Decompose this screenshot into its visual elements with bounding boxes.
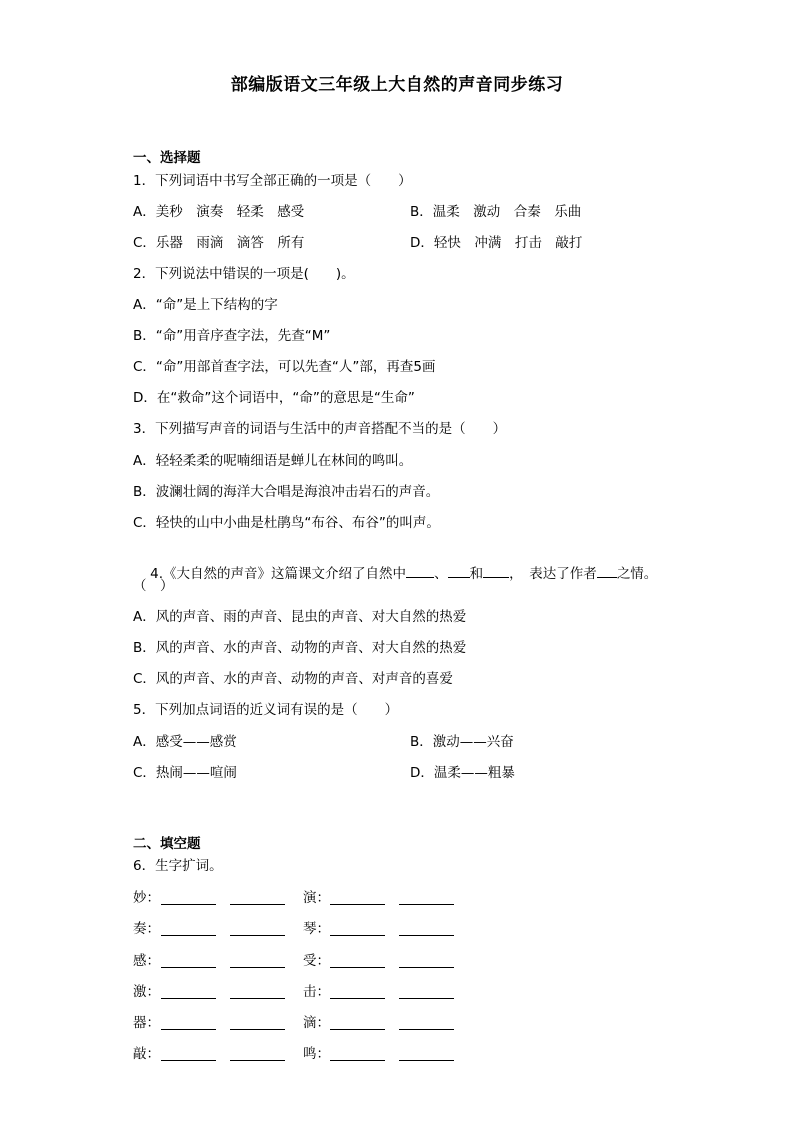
fill-row [133,889,473,909]
fill-row [133,1045,473,1065]
question-4-blank-1[interactable] [406,563,434,578]
fill-blank[interactable] [330,1029,385,1030]
question-5-option-b[interactable]: B．激动——兴奋 [410,734,514,750]
fill-char-left: 敲： [133,1046,160,1062]
fill-row [133,920,473,940]
section-heading-choice: 一、选择题 [133,150,201,166]
question-2-option-b[interactable]: B．“命”用音序查字法，先查“M” [133,328,331,344]
question-2-option-a[interactable]: A．“命”是上下结构的字 [133,297,278,313]
fill-blank[interactable] [161,904,216,905]
fill-blank[interactable] [230,904,285,905]
question-4-blank-4[interactable] [597,563,617,578]
fill-blank[interactable] [399,904,454,905]
fill-blank[interactable] [330,998,385,999]
question-3-option-b[interactable]: B．波澜壮阔的海洋大合唱是海浪冲击岩石的声音。 [133,484,440,500]
question-2-option-c[interactable]: C．“命”用部首查字法，可以先查“人”部，再查5画 [133,359,436,375]
fill-blank[interactable] [399,1060,454,1061]
fill-blank[interactable] [230,967,285,968]
question-4-text-1: 4.《大自然的声音》这篇课文介绍了自然中 [150,566,407,582]
question-3-option-c[interactable]: C．轻快的山中小曲是杜鹃鸟“布谷、布谷”的叫声。 [133,515,440,531]
question-6-stem: 6．生字扩词。 [133,858,223,874]
question-4-text-5: 之情。 [616,566,658,582]
page-title: 部编版语文三年级上大自然的声音同步练习 [230,75,564,95]
question-4-text-3: 和 [469,566,484,582]
question-2-stem: 2．下列说法中错误的一项是( )。 [133,266,355,282]
fill-char-right: 演： [303,890,330,906]
fill-blank[interactable] [161,1029,216,1030]
fill-char-right: 琴： [303,921,330,937]
question-4-blank-3[interactable] [483,563,509,578]
fill-char-left: 器： [133,1015,160,1031]
question-4-option-a[interactable]: A．风的声音、雨的声音、昆虫的声音、对大自然的热爱 [133,609,467,625]
fill-char-right: 滴： [303,1015,330,1031]
fill-blank[interactable] [399,935,454,936]
question-4-blank-2[interactable] [448,563,470,578]
fill-blank[interactable] [399,998,454,999]
question-2-option-d[interactable]: D．在“救命”这个词语中，“命”的意思是“生命” [133,390,415,406]
fill-blank[interactable] [330,967,385,968]
question-1-option-a[interactable]: A．美秒 演奏 轻柔 感受 [133,204,305,220]
question-4-stem [133,545,657,601]
fill-row [133,1014,473,1034]
question-4-option-b[interactable]: B．风的声音、水的声音、动物的声音、对大自然的热爱 [133,640,467,656]
fill-blank[interactable] [161,967,216,968]
fill-blank[interactable] [399,1029,454,1030]
fill-char-right: 鸣： [303,1046,330,1062]
question-4-option-c[interactable]: C．风的声音、水的声音、动物的声音、对声音的喜爱 [133,671,453,687]
question-5-stem: 5．下列加点词语的近义词有误的是（ ） [133,702,399,718]
fill-blank[interactable] [230,1060,285,1061]
question-3-stem: 3．下列描写声音的词语与生活中的声音搭配不当的是（ ） [133,421,507,437]
fill-char-left: 激： [133,984,160,1000]
question-4-text-2: 、 [434,566,448,582]
question-5-option-d[interactable]: D．温柔——粗暴 [410,765,515,781]
fill-blank[interactable] [230,1029,285,1030]
fill-blank[interactable] [399,967,454,968]
question-1-option-b[interactable]: B．温柔 激动 合秦 乐曲 [410,204,582,220]
question-1-option-c[interactable]: C．乐器 雨滴 滴答 所有 [133,235,305,251]
fill-blank[interactable] [161,935,216,936]
fill-row [133,952,473,972]
section-heading-fill-in: 二、填空题 [133,836,201,852]
fill-blank[interactable] [161,998,216,999]
fill-blank[interactable] [330,904,385,905]
fill-char-right: 击： [303,984,330,1000]
question-5-option-a[interactable]: A．感受——感赏 [133,734,237,750]
fill-blank[interactable] [330,935,385,936]
question-4-text-4: ， 表达了作者 [509,566,597,582]
fill-blank[interactable] [161,1060,216,1061]
fill-row [133,983,473,1003]
fill-char-right: 受： [303,953,330,969]
fill-char-left: 妙： [133,890,160,906]
question-1-option-d[interactable]: D．轻快 冲满 打击 敲打 [410,235,583,251]
question-4-answer-paren[interactable]: （ ） [133,578,174,594]
fill-blank[interactable] [330,1060,385,1061]
question-3-option-a[interactable]: A．轻轻柔柔的呢喃细语是蝉儿在林间的鸣叫。 [133,453,413,469]
question-1-stem: 1．下列词语中书写全部正确的一项是（ ） [133,173,412,189]
fill-blank[interactable] [230,998,285,999]
fill-char-left: 奏： [133,921,160,937]
fill-blank[interactable] [230,935,285,936]
fill-char-left: 感： [133,953,160,969]
question-5-option-c[interactable]: C．热闹——喧闹 [133,765,237,781]
